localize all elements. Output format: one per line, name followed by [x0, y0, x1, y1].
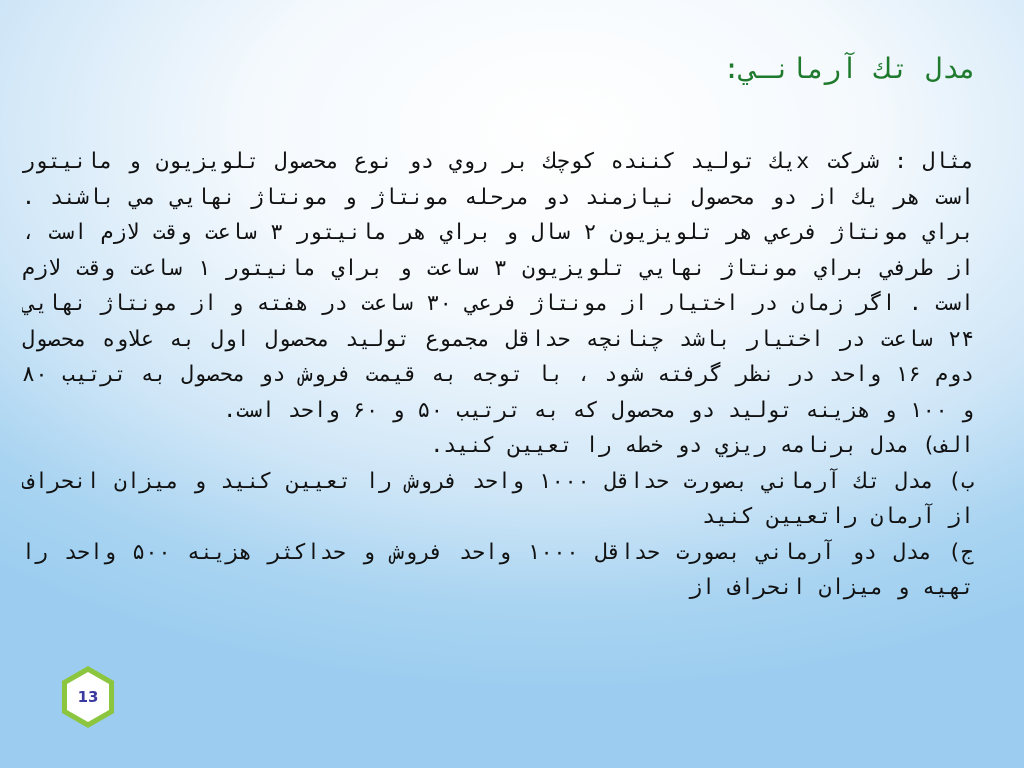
- question-a: الف) مدل برنامه ريزي دو خطه را تعيين كنيد.: [430, 433, 974, 458]
- slide-body: [22, 144, 974, 768]
- slide-title: مدل تك آرمانـي:: [723, 52, 976, 85]
- question-c: ج) مدل دو آرماني بصورت حداقل ١٠٠٠ واحد فروش و حداكثر هزينه ۵٠٠ واحد را تهيه و ميزان انحراف از: [22, 539, 974, 600]
- question-b: ب) مدل تك آرماني بصورت حداقل ١٠٠٠ واحد فروش را تعيين كنيد و ميزان انحراف از آرمان راتعيين كنيد: [22, 468, 974, 529]
- page-number: 13: [77, 688, 99, 706]
- example-paragraph: مثال : شركت xيك توليد كننده كوچك بر روي دو نوع محصول تلويزيون و مانيتور است هر يك از دو محصول نيازمند دو مرحله مونتاژ و مونتاژ نهايي مي باشند . براي مونتاژ فرعي هر تلويزيون ٢ سال و براي هر مانيتور ٣ ساعت وقت لازم است ، از طرفي براي مونتاژ نهايي تلويزيون ٣ ساعت و براي مانيتور ١ ساعت وقت لازم است . اگر زمان در اختيار از مونتاژ فرعي ٣٠ ساعت در هفته و از مونتاژ نهايي ٢۴ ساعت در اختيار باشد چنانچه حداقل مجموع توليد محصول اول به علاوه محصول دوم ١۶ واحد در نظر گرفته شود ، با توجه به قيمت فروش دو محصول به ترتيب ٨٠ و ١٠٠ و هزينه توليد دو محصول كه به ترتيب ۵٠ و ۶٠ واحد است.: [22, 149, 974, 423]
- page-number-badge: [60, 664, 116, 730]
